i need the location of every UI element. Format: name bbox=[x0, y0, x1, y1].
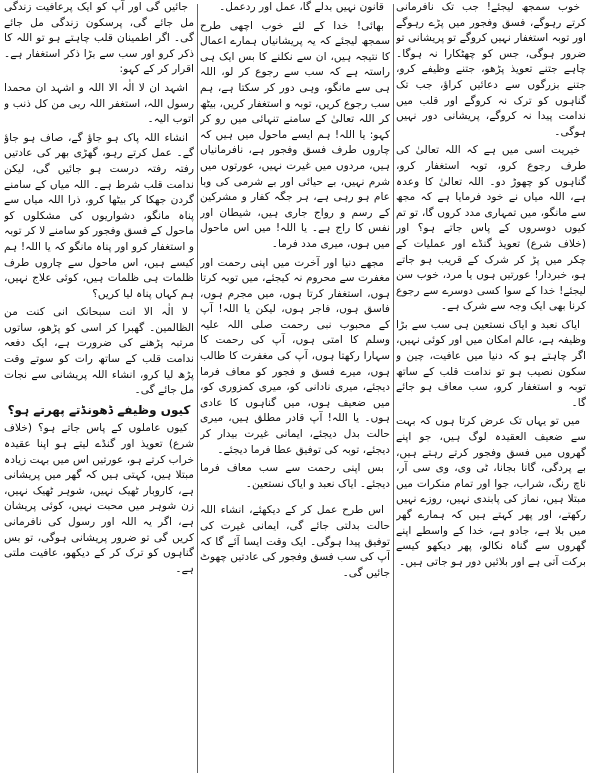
paragraph: کیوں عاملوں کے پاس جاتے ہو؟ (خلاف شرع) تعویذ اور گنڈے لیتے ہو اپنا عقیدہ خراب کرتے ہو، عورتیں اس میں بہت زیادہ مبتلا ہیں، کہتی ہیں کہ گھر میں پریشانی ہے، کاروبار ٹھیک نہیں، شوہر ٹھیک نہیں، زن شوہر میں محبت نہیں، کوئی پریشان ہے، اگر یہ اللہ اور رسول کی نافرمانی کریں گی تو ضرور پریشانی ہوگی، تو بس گناہوں کو ترک کر کے دیکھو، عافیت ملتی ہے۔ bbox=[4, 422, 194, 575]
paragraph: ایاک نعبد و ایاک نستعین ہی سب سے بڑا وظیفہ ہے، عالم امکان میں اور کوئی نہیں، اگر چاہتے ہو کہ دنیا میں عافیت، چین و سکون نصیب ہو تو ندامت قلب کے ساتھ توبہ و استغفار کرو، سب معاف ہو جائے گا۔ bbox=[396, 318, 586, 409]
paragraph: بھائی! خدا کے لئے خوب اچھی طرح سمجھ لیجئے کہ یہ پریشانیاں ہمارے اعمال کا نتیجہ ہیں، ان سے نکلنے کا بس ایک ہی راستہ ہے کہ سب سے رجوع کر لو، اللہ ہی سے مانگو، وہی دور کر سکتا ہے، ہم سب رجوع کریں، توبہ و استغفار کریں، بیٹھ کر اللہ تعالیٰ کے سامنے تنہائی میں رو کر کہو: یا اللہ! ہم ایسے ماحول میں ہیں کہ چاروں طرف فسق وفجور ہے، نافرمانیاں ہیں، مردوں میں غیرت نہیں، عورتوں میں شرم نہیں، بے حیائی اور بے شرمی کی وبا عام ہو رہی ہے، ہر جگہ کفار و مشرکین کے رسم و رواج جاری ہیں، شیطان اور نفس کا راج ہے۔ یا اللہ! میں اس ماحول میں ہوں، میری مدد فرما۔ bbox=[200, 19, 390, 250]
paragraph: انشاء اللہ پاک ہو جاؤ گے، صاف ہو جاؤ گے۔ عمل کرتے رہو، گھڑی بھر کی عادتیں رفتہ رفتہ درست ہو جائیں گی، لیکن ندامت قلب شرط ہے۔ اللہ میاں کے سامنے گردن جھکا کر بیٹھا کرو، ذرا اللہ میاں سے پناہ مانگو، دشواریوں کی مشکلوں کو ماحول کے فسق وفجور کو سامنے لا کر توبہ و استغفار کرو اور پناہ مانگو کہ یا اللہ! ہم کیسے ہیں، اس ماحول سے چاروں طرف ظلمات ہی ظلمات ہیں، کوئی علاج نہیں، ہم کہاں پناہ لیا کریں؟ bbox=[4, 131, 194, 300]
text-column-left bbox=[4, 0, 194, 777]
section-heading: کیوں وظیفے ڈھونڈتے پھرتے ہو؟ bbox=[7, 402, 191, 417]
paragraph: خیریت اسی میں ہے کہ اللہ تعالیٰ کی طرف رجوع کرو، توبہ استغفار کرو، گناہوں کو چھوڑ دو۔ اللہ تعالیٰ کا وعدہ ہے، اللہ میاں نے خود فرمایا ہے کہ مجھ سے مانگو، میں تمہاری مدد کروں گا، تو تم کیوں دوسروں کے پاس جاتے ہو؟ اور (خلاف شرع) تعویذ گنڈے اور عملیات کے چکر میں پڑ کر شرک کے قریب ہو جاتے ہو، خبردار! عورتیں ہوں یا مرد، خوب سن لیجئے! خدا کے سوا کسی دوسرے سے رجوع کرنا بھی ایک وجہ سے شرک ہے۔ bbox=[396, 144, 586, 313]
paragraph: بس اپنی رحمت سے سب معاف فرما دیجئے۔ ایاک نعبد و ایاک نستعین۔ bbox=[200, 462, 390, 490]
text-column-middle bbox=[200, 0, 390, 777]
paragraph: خوب سمجھ لیجئے! جب تک نافرمانی کرتے رہوگے، فسق وفجور میں پڑے رہوگے اور توبہ استغفار نہیں کروگے تو پریشانی تو ضرور ہوگی، جس کو چھٹکارا نہ ہوگا۔ چاہے جتنے تعویذ پڑھو، جتنے وظیفے کرو، جتنے بزرگوں سے دعائیں کراؤ، جب تک گناہوں کو ترک نہ کروگے اور قلب میں ندامت پیدا نہ کروگے، پریشانی دور نہیں ہوگی۔ bbox=[396, 1, 586, 138]
paragraph: لا الٰہ الا انت سبحانک انی کنت من الظالمین۔ گھبرا کر اسی کو پڑھو، ساتوں مرتبہ پڑھنے کی ضرورت ہے، ایک دفعہ ندامت قلب کے ساتھ رات کو سوتے وقت پڑھ لیا کرو، انشاء اللہ پریشانی سے نجات مل جائے گی۔ bbox=[4, 306, 194, 397]
text-column-right bbox=[396, 0, 586, 777]
paragraph: اس طرح عمل کر کے دیکھئے، انشاء اللہ حالت بدلتی جائے گی، ایمانی غیرت کی توفیق پیدا ہوگی۔ ایک وقت ایسا آئے گا کہ آپ کی سب فسق وفجور کی عادتیں چھوٹ جائیں گی۔ bbox=[200, 504, 390, 579]
paragraph: مجھے دنیا اور آخرت میں اپنی رحمت اور مغفرت سے محروم نہ کیجئے، میں توبہ کرتا ہوں، استغفار کرتا ہوں، میں مجرم ہوں، فاسق ہوں، فاجر ہوں، لیکن یا اللہ! آپ کے محبوب نبی رحمت صلی اللہ علیہ وسلم کا امتی ہوں، آپ کی رحمت کا سہارا رکھتا ہوں، آپ کی مغفرت کا طالب ہوں، میرے فسق و فجور کو معاف فرما دیجئے، میری نادانی کو، میری کمزوری کو، میں ضعیف ہوں، میں گناہوں کا عادی ہوں۔ یا اللہ! آپ قادر مطلق ہیں، میری حالت بدل دیجئے، ایمانی غیرت بیدار کر دیجئے، توبہ کی توفیق عطا فرما دیجئے۔ bbox=[200, 256, 390, 456]
column-divider bbox=[393, 4, 394, 773]
paragraph: جائیں گی اور آپ کو ایک پرعافیت زندگی مل جائے گی، پرسکون زندگی مل جائے گی۔ اگر اطمینان قلب چاہتے ہو تو اللہ کا ذکر کرو اور سب سے بڑا ذکر استغفار ہے۔ اقرار کر کے کہو: bbox=[4, 1, 194, 76]
column-divider bbox=[197, 4, 198, 773]
spacer bbox=[200, 495, 390, 503]
paragraph: میں تو یہاں تک عرض کرتا ہوں کہ بہت سے ضعیف العقیدہ لوگ ہیں، جو اپنے گھروں میں فسق وفجور کرتے رہتے ہیں، بے پردگی، گانا بجانا، ٹی وی، وی سی آر، ناچ رنگ، شراب، جوا اور تمام منکرات میں مبتلا ہیں، نماز کی پابندی نہیں، روزے نہیں رکھتے، اور پھر کہتے ہیں کہ ہمارے گھر میں بلا ہے، جادو ہے، خدا کے واسطے اپنے گھروں سے گناہ نکالو، پھر دیکھو کیسے برکت آتی ہے اور بلائیں دور ہو جاتی ہیں۔ bbox=[396, 415, 586, 568]
paragraph: قانون نہیں بدلے گا، عمل اور ردعمل۔ bbox=[219, 1, 384, 13]
paragraph: اشہد ان لا الٰہ الا اللہ و اشہد ان محمدا رسول اللہ، استغفر اللہ ربی من کل ذنب و اتوب الیہ۔ bbox=[4, 81, 194, 126]
